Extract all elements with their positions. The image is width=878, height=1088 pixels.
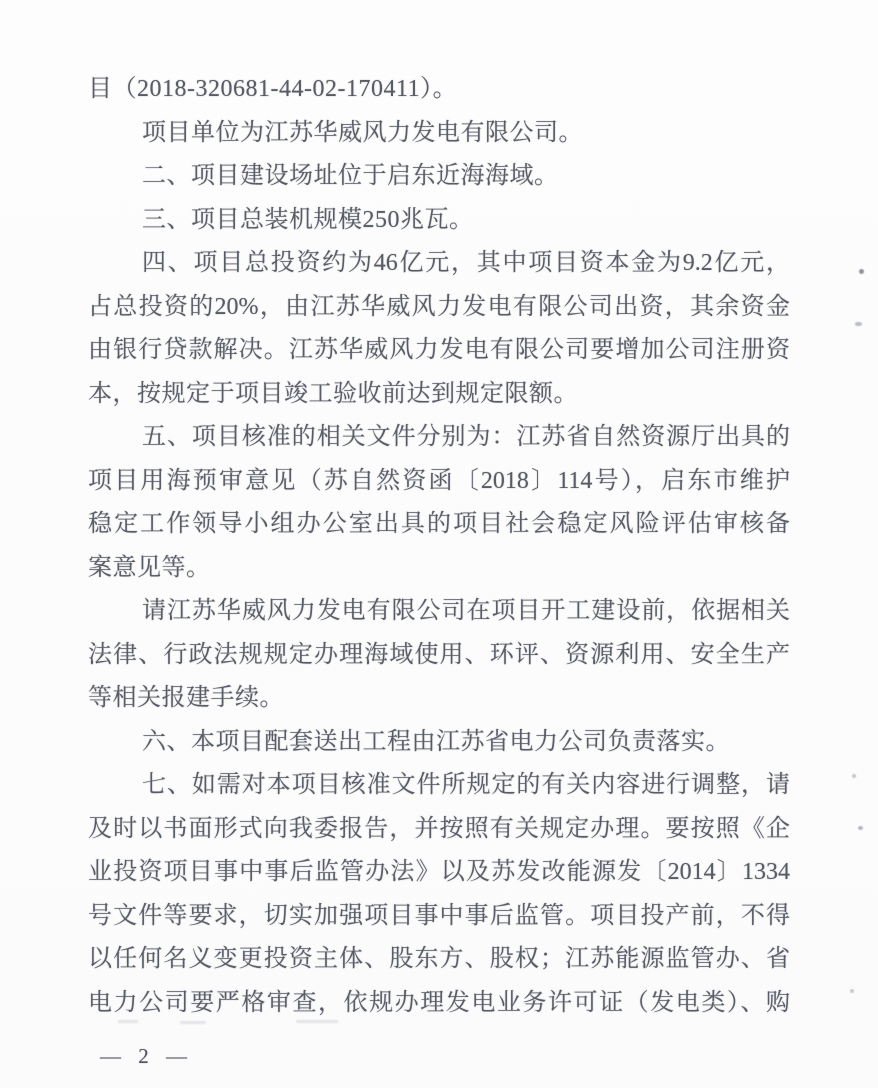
scan-artifact	[858, 826, 863, 830]
document-line: 五、项目核准的相关文件分别为：江苏省自然资源厅出具的	[142, 424, 790, 450]
document-line: 电力公司要严格审查，依规办理发电业务许可证（发电类）、购	[88, 989, 790, 1016]
document-line: 业投资项目事中事后监管办法》以及苏发改能源发〔2014〕1334	[88, 859, 790, 885]
document-line: 案意见等。	[88, 554, 211, 581]
scan-artifact	[855, 322, 862, 326]
document-line: 及时以书面形式向我委报告，并按照有关规定办理。要按照《企	[88, 815, 790, 842]
document-line: 三、项目总装机规模250兆瓦。	[142, 206, 474, 233]
document-line: 以任何名义变更投资主体、股东方、股权；江苏能源监管办、省	[88, 946, 790, 972]
document-line: 二、项目建设场址位于启东近海海域。	[142, 163, 559, 189]
document-line: 目（2018-320681-44-02-170411）。	[88, 76, 458, 102]
document-line: 请江苏华威风力发电有限公司在项目开工建设前，依据相关	[142, 598, 790, 624]
scan-artifact	[850, 989, 854, 993]
document-line: 法律、行政法规规定办理海域使用、环评、资源利用、安全生产	[88, 641, 790, 668]
document-line: 由银行贷款解决。江苏华威风力发电有限公司要增加公司注册资	[88, 337, 790, 363]
document-line: 六、本项目配套送出工程由江苏省电力公司负责落实。	[142, 728, 730, 755]
document-body	[88, 68, 790, 1025]
document-line: 占总投资的20%，由江苏华威风力发电有限公司出资，其余资金	[88, 293, 790, 320]
scan-artifact	[118, 1020, 138, 1023]
document-line: 项目用海预审意见（苏自然资函〔2018〕114号），启东市维护	[88, 467, 790, 494]
document-line: 四、项目总投资约为46亿元，其中项目资本金为9.2亿元，	[142, 250, 790, 276]
scan-artifact	[852, 774, 856, 778]
scan-artifact	[859, 269, 864, 274]
document-line: 七、如需对本项目核准文件所规定的有关内容进行调整，请	[142, 772, 790, 798]
document-line: 本，按规定于项目竣工验收前达到规定限额。	[88, 380, 578, 407]
page-number: — 2 —	[100, 1044, 193, 1068]
document-line: 项目单位为江苏华威风力发电有限公司。	[142, 119, 583, 146]
document-line: 等相关报建手续。	[88, 685, 284, 711]
document-line: 号文件等要求，切实加强项目事中事后监管。项目投产前，不得	[88, 902, 790, 929]
document-line: 稳定工作领导小组办公室出具的项目社会稳定风险评估审核备	[88, 511, 790, 537]
scan-artifact	[180, 1021, 206, 1024]
scan-artifact	[296, 1020, 338, 1023]
